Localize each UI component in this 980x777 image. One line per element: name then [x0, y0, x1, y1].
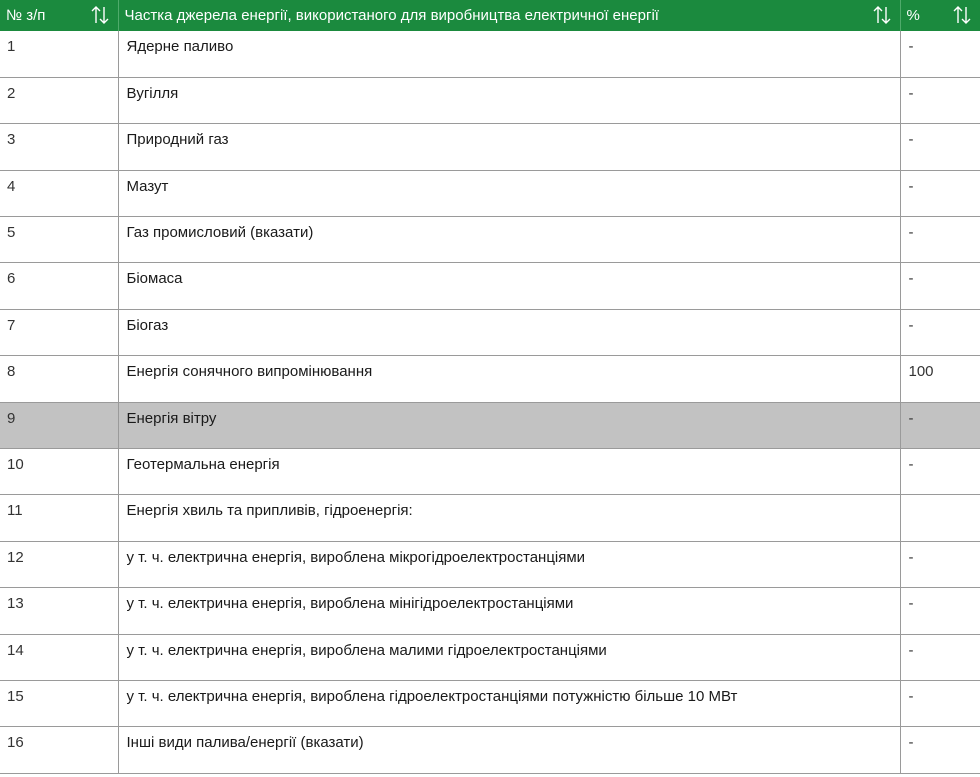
row-number: 15 [0, 680, 118, 726]
row-number: 5 [0, 217, 118, 263]
energy-source-name: Геотермальна енергія [118, 449, 900, 495]
row-number: 11 [0, 495, 118, 541]
table-row[interactable] [0, 634, 980, 680]
energy-source-name: Інші види палива/енергії (вказати) [118, 727, 900, 773]
energy-share-percent: - [900, 124, 980, 170]
energy-share-percent: 100 [900, 356, 980, 402]
energy-share-percent: - [900, 309, 980, 355]
table-row[interactable] [0, 170, 980, 216]
row-number: 7 [0, 309, 118, 355]
table-row[interactable] [0, 449, 980, 495]
table-row[interactable] [0, 495, 980, 541]
sort-arrows-icon[interactable] [952, 4, 972, 26]
energy-share-percent: - [900, 217, 980, 263]
table-row[interactable] [0, 356, 980, 402]
sort-arrows-icon[interactable] [872, 4, 892, 26]
column-header-label: Частка джерела енергії, використаного для виробництва електричної енергії [124, 7, 659, 24]
energy-share-percent: - [900, 170, 980, 216]
table-row-highlighted[interactable] [0, 402, 980, 448]
energy-source-name: Біомаса [118, 263, 900, 309]
energy-source-name: у т. ч. електрична енергія, вироблена мінігідроелектростанціями [118, 588, 900, 634]
row-number: 1 [0, 31, 118, 77]
energy-source-name: Мазут [118, 170, 900, 216]
row-number: 16 [0, 727, 118, 773]
energy-source-name: Вугілля [118, 77, 900, 123]
table-row[interactable] [0, 541, 980, 587]
table-row[interactable] [0, 680, 980, 726]
row-number: 9 [0, 402, 118, 448]
row-number: 10 [0, 449, 118, 495]
energy-source-name: Ядерне паливо [118, 31, 900, 77]
energy-source-name: Енергія хвиль та припливів, гідроенергія: [118, 495, 900, 541]
energy-source-name: у т. ч. електрична енергія, вироблена мікрогідроелектростанціями [118, 541, 900, 587]
energy-source-name: у т. ч. електрична енергія, вироблена малими гідроелектростанціями [118, 634, 900, 680]
energy-share-percent: - [900, 263, 980, 309]
column-header-label: % [906, 7, 920, 24]
column-header-label: № з/п [6, 7, 46, 24]
table-body [0, 31, 980, 773]
table-row[interactable] [0, 217, 980, 263]
energy-source-name: у т. ч. електрична енергія, вироблена гідроелектростанціями потужністю більше 10 МВт [118, 680, 900, 726]
energy-share-percent: - [900, 402, 980, 448]
energy-source-name: Енергія сонячного випромінювання [118, 356, 900, 402]
row-number: 8 [0, 356, 118, 402]
column-header-number[interactable] [0, 0, 118, 31]
row-number: 2 [0, 77, 118, 123]
table-row[interactable] [0, 124, 980, 170]
table-header-row [0, 0, 980, 31]
sort-arrows-icon[interactable] [90, 4, 110, 26]
row-number: 4 [0, 170, 118, 216]
row-number: 14 [0, 634, 118, 680]
row-number: 12 [0, 541, 118, 587]
row-number: 6 [0, 263, 118, 309]
column-header-source[interactable] [118, 0, 900, 31]
energy-share-percent: - [900, 77, 980, 123]
table-row[interactable] [0, 31, 980, 77]
table-row[interactable] [0, 588, 980, 634]
row-number: 13 [0, 588, 118, 634]
energy-share-percent: - [900, 634, 980, 680]
energy-source-name: Біогаз [118, 309, 900, 355]
table-row[interactable] [0, 263, 980, 309]
energy-share-percent: - [900, 727, 980, 773]
table-row[interactable] [0, 727, 980, 773]
energy-source-name: Природний газ [118, 124, 900, 170]
energy-share-percent: - [900, 588, 980, 634]
energy-share-percent: - [900, 680, 980, 726]
energy-share-percent [900, 495, 980, 541]
table-row[interactable] [0, 77, 980, 123]
energy-source-name: Газ промисловий (вказати) [118, 217, 900, 263]
row-number: 3 [0, 124, 118, 170]
table-row[interactable] [0, 309, 980, 355]
energy-share-percent: - [900, 449, 980, 495]
energy-share-percent: - [900, 31, 980, 77]
column-header-percent[interactable] [900, 0, 980, 31]
energy-source-name: Енергія вітру [118, 402, 900, 448]
energy-share-percent: - [900, 541, 980, 587]
